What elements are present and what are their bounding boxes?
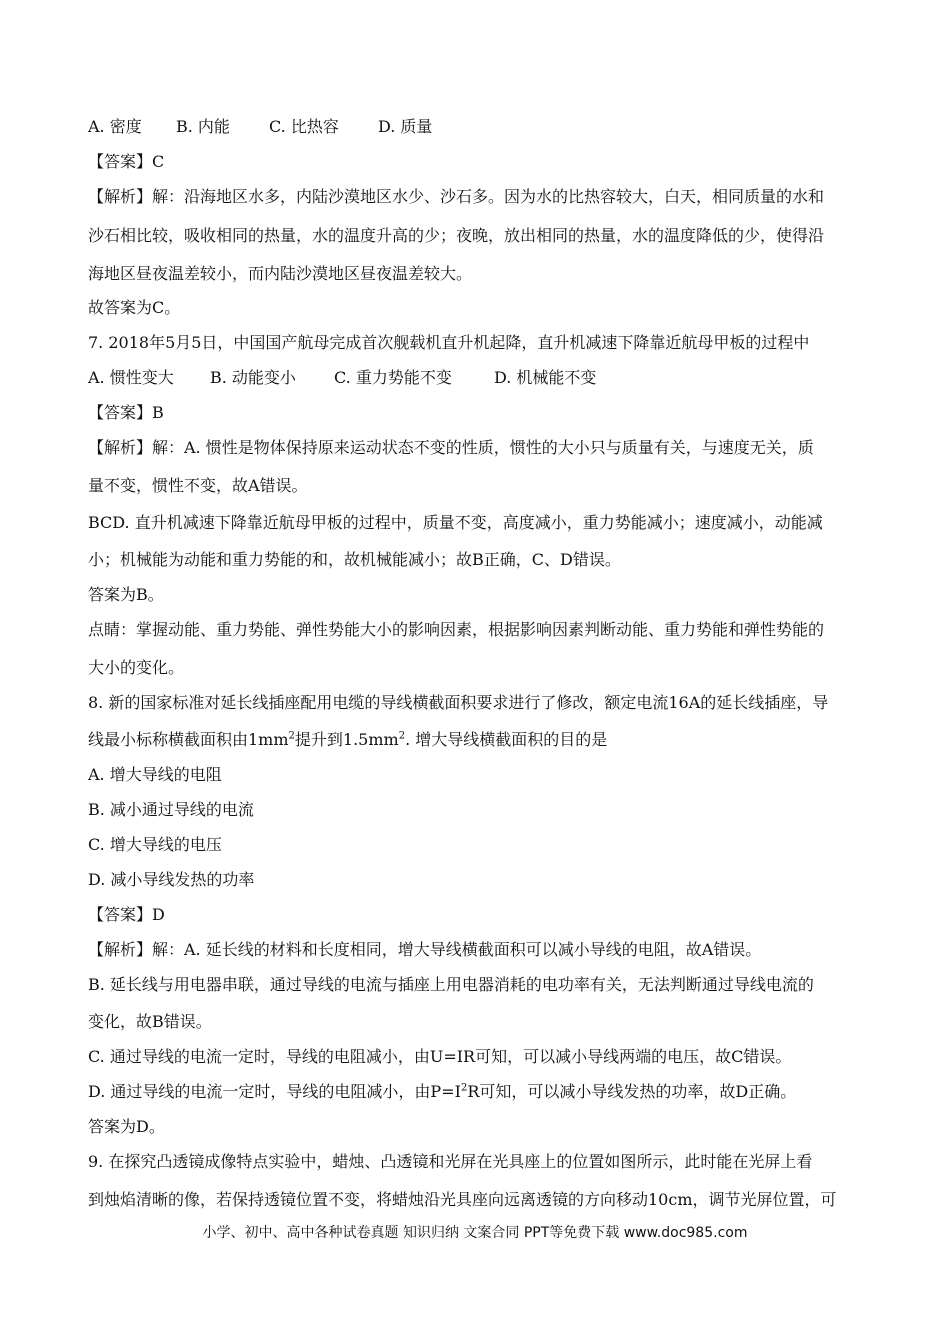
q6-analysis-line: 沙石相比较，吸收相同的热量，水的温度升高的少；夜晚，放出相同的热量，水的温度降低的少，使得沿 [88, 226, 825, 245]
q8-option-b: B. 减小通过导线的电流 [88, 800, 254, 819]
q8-stem-line: 8. 新的国家标准对延长线插座配用电缆的导线横截面积要求进行了修改，额定电流16A的延长线插座，导 [88, 693, 829, 712]
superscript: 2 [460, 1082, 468, 1094]
q8-analysis-line: C. 通过导线的电流一定时，导线的电阻减小，由U=IR可知，可以减小导线两端的电压，故C错误。 [88, 1047, 792, 1066]
superscript: 2 [398, 730, 406, 742]
q8-analysis-part: D. 通过导线的电流一定时，导线的电阻减小，由P=I [88, 1082, 461, 1101]
q7-tips-line: 大小的变化。 [88, 658, 185, 677]
q8-analysis-line: 变化，故B错误。 [88, 1012, 212, 1031]
q7-conclusion: 答案为B。 [88, 585, 164, 604]
q7-options [88, 367, 596, 389]
q8-option-d: D. 减小导线发热的功率 [88, 870, 255, 889]
q7-answer: 【答案】B [88, 403, 164, 422]
q7-analysis-line: 小；机械能为动能和重力势能的和，故机械能减小；故B正确，C、D错误。 [88, 550, 621, 569]
q7-option-a: A. 惯性变大 [88, 368, 174, 387]
q8-analysis-line [88, 1081, 796, 1103]
page-footer: 小学、初中、高中各种试卷真题 知识归纳 文案合同 PPT等免费下载 www.doc985.com [202, 1225, 748, 1241]
q8-option-c: C. 增大导线的电压 [88, 835, 222, 854]
q6-option-a: A. 密度 [88, 117, 142, 136]
q7-option-b: B. 动能变小 [210, 368, 296, 387]
q7-analysis-line: 量不变，惯性不变，故A错误。 [88, 476, 308, 495]
q8-stem-line [88, 729, 607, 751]
q8-analysis-line: 【解析】解：A. 延长线的材料和长度相同，增大导线横截面积可以减小导线的电阻，故A错误。 [88, 940, 762, 959]
q9-stem-line: 9. 在探究凸透镜成像特点实验中，蜡烛、凸透镜和光屏在光具座上的位置如图所示，此时能在光屏上看 [88, 1152, 813, 1171]
q8-stem-part: 线最小标称横截面积由1mm [88, 730, 289, 749]
q6-option-c: C. 比热容 [269, 117, 339, 136]
q6-analysis-line: 海地区昼夜温差较小，而内陆沙漠地区昼夜温差较大。 [88, 264, 473, 283]
q7-option-c: C. 重力势能不变 [334, 368, 452, 387]
q7-option-d: D. 机械能不变 [494, 368, 597, 387]
q6-options [88, 116, 432, 138]
superscript: 2 [288, 730, 295, 742]
q7-analysis-line: BCD. 直升机减速下降靠近航母甲板的过程中，质量不变，高度减小，重力势能减小；速度减小，动能减 [88, 513, 823, 532]
q8-option-a: A. 增大导线的电阻 [88, 765, 222, 784]
q7-tips-line: 点睛：掌握动能、重力势能、弹性势能大小的影响因素，根据影响因素判断动能、重力势能和弹性势能的 [88, 620, 825, 639]
q6-answer: 【答案】C [88, 152, 165, 171]
q8-analysis-line: B. 延长线与用电器串联，通过导线的电流与插座上用电器消耗的电功率有关，无法判断通过导线电流的 [88, 975, 814, 994]
q8-stem-part: 提升到1.5mm [294, 730, 399, 749]
q7-stem: 7. 2018年5月5日，中国国产航母完成首次舰载机直升机起降，直升机减速下降靠近航母甲板的过程中 [88, 333, 810, 352]
q7-analysis-line: 【解析】解：A. 惯性是物体保持原来运动状态不变的性质，惯性的大小只与质量有关，与速度无关，质 [88, 438, 814, 457]
q8-conclusion: 答案为D。 [88, 1117, 165, 1136]
q6-option-d: D. 质量 [378, 117, 433, 136]
q6-analysis-line: 【解析】解：沿海地区水多，内陆沙漠地区水少、沙石多。因为水的比热容较大，白天，相同质量的水和 [88, 187, 825, 206]
q9-stem-line: 到烛焰清晰的像，若保持透镜位置不变，将蜡烛沿光具座向远离透镜的方向移动10cm，调节光屏位置，可 [88, 1190, 837, 1209]
q6-option-b: B. 内能 [176, 117, 230, 136]
q6-conclusion: 故答案为C。 [88, 298, 181, 317]
q8-analysis-part: R可知，可以减小导线发热的功率，故D正确。 [467, 1082, 797, 1101]
q8-answer: 【答案】D [88, 905, 165, 924]
q8-stem-part: . 增大导线横截面积的目的是 [405, 730, 608, 749]
